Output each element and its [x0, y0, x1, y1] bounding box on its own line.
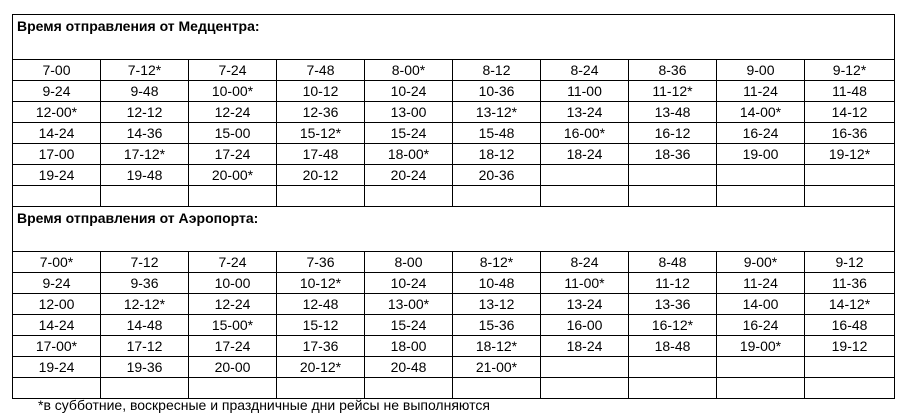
departure-time-cell [541, 378, 629, 399]
departure-time-cell: 12-24 [189, 102, 277, 123]
departure-time-cell [101, 186, 189, 207]
departure-time-cell: 20-48 [365, 357, 453, 378]
departure-time-cell: 10-48 [453, 273, 541, 294]
departure-time-cell: 7-36 [277, 252, 365, 273]
departure-time-cell: 17-12* [101, 144, 189, 165]
departure-time-cell [277, 186, 365, 207]
departure-time-cell [453, 186, 541, 207]
section-title-airport: Время отправления от Аэропорта: [13, 207, 895, 252]
departure-time-cell: 16-24 [717, 315, 805, 336]
table-row [13, 336, 895, 357]
departure-time-cell: 11-00 [541, 81, 629, 102]
departure-time-cell: 7-12 [101, 252, 189, 273]
departure-time-cell [541, 165, 629, 186]
departure-time-cell: 13-12 [453, 294, 541, 315]
departure-time-cell: 10-24 [365, 81, 453, 102]
departure-time-cell: 8-00 [365, 252, 453, 273]
departure-time-cell: 14-00* [717, 102, 805, 123]
departure-time-cell: 9-36 [101, 273, 189, 294]
departure-time-cell: 13-36 [629, 294, 717, 315]
departure-time-cell: 18-48 [629, 336, 717, 357]
departure-time-cell: 17-24 [189, 336, 277, 357]
departure-time-cell: 14-24 [13, 123, 101, 144]
departure-time-cell [717, 357, 805, 378]
departure-time-cell: 18-24 [541, 144, 629, 165]
departure-time-cell: 18-36 [629, 144, 717, 165]
departure-time-cell: 15-12 [277, 315, 365, 336]
departure-time-cell: 13-24 [541, 102, 629, 123]
footnote: *в субботние, воскресные и праздничные дни рейсы не выполняются [38, 397, 490, 413]
departure-time-cell: 7-24 [189, 252, 277, 273]
departure-time-cell: 9-48 [101, 81, 189, 102]
departure-time-cell: 14-12 [805, 102, 895, 123]
departure-time-cell: 13-48 [629, 102, 717, 123]
departure-time-cell: 11-12 [629, 273, 717, 294]
departure-time-cell: 9-24 [13, 273, 101, 294]
departure-time-cell: 15-00 [189, 123, 277, 144]
departure-time-cell: 7-24 [189, 60, 277, 81]
departure-time-cell [13, 186, 101, 207]
departure-time-cell: 20-24 [365, 165, 453, 186]
departure-time-cell: 9-00 [717, 60, 805, 81]
departure-time-cell [717, 165, 805, 186]
departure-time-cell: 10-12* [277, 273, 365, 294]
departure-time-cell: 13-00* [365, 294, 453, 315]
departure-time-cell: 15-36 [453, 315, 541, 336]
departure-time-cell: 20-00* [189, 165, 277, 186]
table-row [13, 81, 895, 102]
table-row [13, 102, 895, 123]
schedule-table [12, 14, 895, 399]
table-row [13, 294, 895, 315]
departure-time-cell: 14-00 [717, 294, 805, 315]
departure-time-cell: 18-12* [453, 336, 541, 357]
departure-time-cell: 12-48 [277, 294, 365, 315]
table-row [13, 315, 895, 336]
departure-time-cell: 10-00 [189, 273, 277, 294]
departure-time-cell [629, 165, 717, 186]
departure-time-cell: 19-24 [13, 165, 101, 186]
departure-time-cell: 8-24 [541, 252, 629, 273]
departure-time-cell: 18-00* [365, 144, 453, 165]
departure-time-cell: 20-00 [189, 357, 277, 378]
departure-time-cell: 17-24 [189, 144, 277, 165]
departure-time-cell: 8-36 [629, 60, 717, 81]
departure-time-cell: 17-12 [101, 336, 189, 357]
departure-time-cell [805, 165, 895, 186]
departure-time-cell: 11-24 [717, 81, 805, 102]
departure-time-cell: 17-48 [277, 144, 365, 165]
departure-time-cell: 16-00 [541, 315, 629, 336]
departure-time-cell: 19-00* [717, 336, 805, 357]
departure-time-cell: 18-12 [453, 144, 541, 165]
departure-time-cell: 16-12* [629, 315, 717, 336]
departure-time-cell [629, 357, 717, 378]
departure-time-cell [717, 186, 805, 207]
table-row [13, 60, 895, 81]
departure-time-cell: 16-12 [629, 123, 717, 144]
departure-time-cell [365, 186, 453, 207]
departure-time-cell [805, 357, 895, 378]
departure-time-cell: 16-36 [805, 123, 895, 144]
departure-time-cell: 12-24 [189, 294, 277, 315]
departure-time-cell: 18-00 [365, 336, 453, 357]
departure-time-cell: 19-24 [13, 357, 101, 378]
schedule-body [13, 15, 895, 399]
departure-time-cell: 11-12* [629, 81, 717, 102]
departure-time-cell: 14-36 [101, 123, 189, 144]
departure-time-cell: 15-24 [365, 315, 453, 336]
table-row [13, 123, 895, 144]
departure-time-cell: 8-24 [541, 60, 629, 81]
departure-time-cell: 14-48 [101, 315, 189, 336]
departure-time-cell: 21-00* [453, 357, 541, 378]
departure-time-cell: 19-48 [101, 165, 189, 186]
departure-time-cell: 15-48 [453, 123, 541, 144]
departure-time-cell: 13-00 [365, 102, 453, 123]
departure-time-cell: 12-00 [13, 294, 101, 315]
departure-time-cell: 12-12 [101, 102, 189, 123]
departure-time-cell: 19-12 [805, 336, 895, 357]
departure-time-cell [541, 186, 629, 207]
section-title-medcenter: Время отправления от Медцентра: [13, 15, 895, 60]
departure-time-cell: 9-00* [717, 252, 805, 273]
departure-time-cell: 14-24 [13, 315, 101, 336]
departure-time-cell: 11-24 [717, 273, 805, 294]
departure-time-cell: 14-12* [805, 294, 895, 315]
departure-time-cell: 16-48 [805, 315, 895, 336]
departure-time-cell: 8-12* [453, 252, 541, 273]
departure-time-cell: 16-00* [541, 123, 629, 144]
departure-time-cell: 20-12 [277, 165, 365, 186]
table-row [13, 273, 895, 294]
section-heading-row-medcenter [13, 15, 895, 60]
departure-time-cell: 11-36 [805, 273, 895, 294]
departure-time-cell: 8-00* [365, 60, 453, 81]
departure-time-cell: 10-36 [453, 81, 541, 102]
departure-time-cell: 10-00* [189, 81, 277, 102]
departure-time-cell: 19-36 [101, 357, 189, 378]
departure-time-cell: 17-36 [277, 336, 365, 357]
departure-time-cell: 11-48 [805, 81, 895, 102]
departure-time-cell [805, 186, 895, 207]
departure-time-cell: 18-24 [541, 336, 629, 357]
departure-time-cell [717, 378, 805, 399]
departure-time-cell: 9-24 [13, 81, 101, 102]
departure-time-cell: 9-12* [805, 60, 895, 81]
departure-time-cell [541, 357, 629, 378]
departure-time-cell: 20-36 [453, 165, 541, 186]
departure-time-cell: 15-12* [277, 123, 365, 144]
departure-time-cell: 19-12* [805, 144, 895, 165]
departure-time-cell [629, 186, 717, 207]
departure-time-cell: 12-12* [101, 294, 189, 315]
departure-time-cell: 7-12* [101, 60, 189, 81]
departure-time-cell: 7-48 [277, 60, 365, 81]
table-row [13, 144, 895, 165]
departure-time-cell: 12-00* [13, 102, 101, 123]
departure-time-cell: 15-24 [365, 123, 453, 144]
departure-time-cell: 13-12* [453, 102, 541, 123]
departure-time-cell: 12-36 [277, 102, 365, 123]
departure-time-cell: 13-24 [541, 294, 629, 315]
departure-time-cell: 8-48 [629, 252, 717, 273]
departure-time-cell [805, 378, 895, 399]
departure-time-cell: 8-12 [453, 60, 541, 81]
departure-time-cell: 17-00 [13, 144, 101, 165]
section-heading-row-airport [13, 207, 895, 252]
departure-time-cell: 15-00* [189, 315, 277, 336]
departure-time-cell: 10-24 [365, 273, 453, 294]
departure-time-cell: 17-00* [13, 336, 101, 357]
departure-time-cell: 7-00* [13, 252, 101, 273]
departure-time-cell [629, 378, 717, 399]
table-row [13, 357, 895, 378]
departure-time-cell: 11-00* [541, 273, 629, 294]
departure-time-cell: 10-12 [277, 81, 365, 102]
departure-time-cell: 19-00 [717, 144, 805, 165]
departure-time-cell: 16-24 [717, 123, 805, 144]
table-row [13, 165, 895, 186]
departure-time-cell: 9-12 [805, 252, 895, 273]
table-row [13, 186, 895, 207]
departure-time-cell: 20-12* [277, 357, 365, 378]
departure-time-cell [189, 186, 277, 207]
departure-time-cell: 7-00 [13, 60, 101, 81]
table-row [13, 252, 895, 273]
